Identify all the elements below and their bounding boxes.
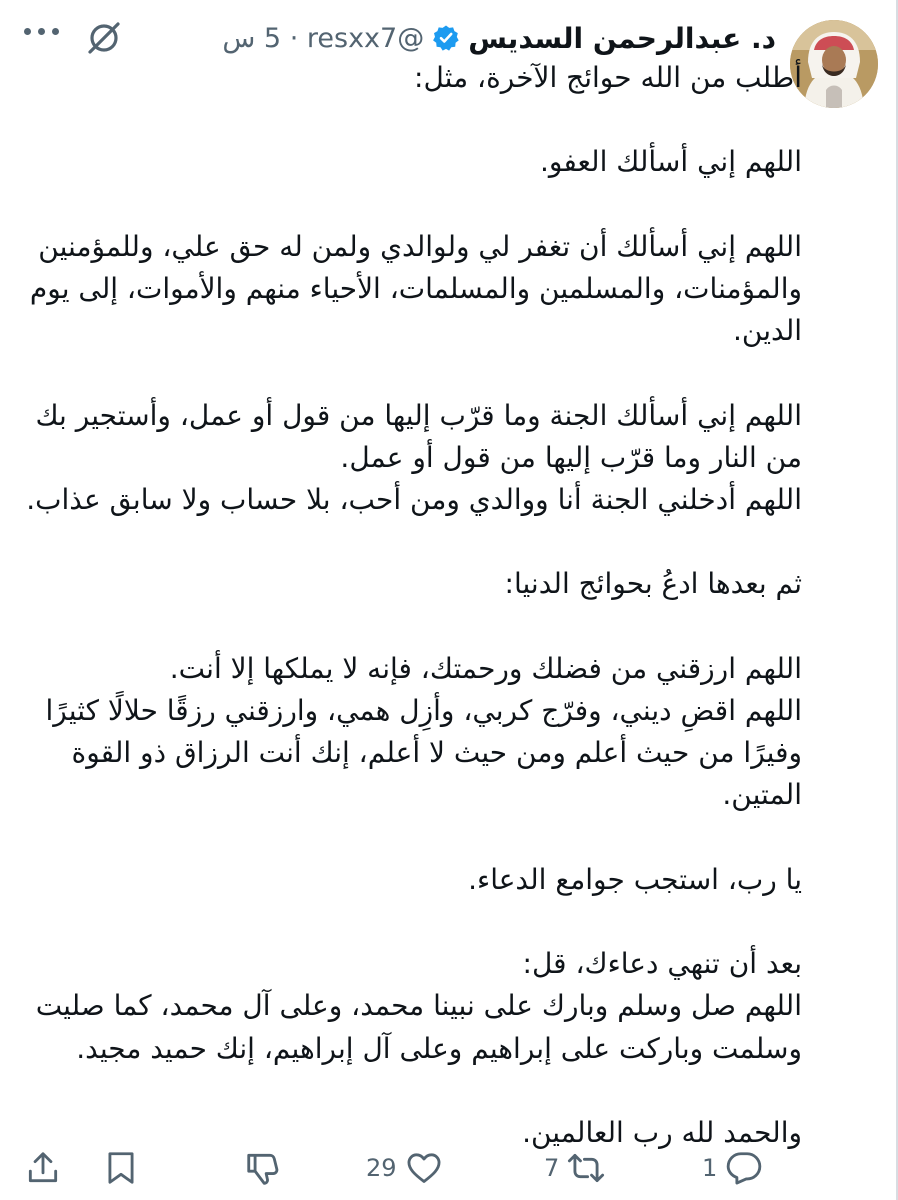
retweet-count: 7 [544,1154,560,1182]
tweet-actions [0,1145,898,1193]
avatar[interactable] [790,20,878,108]
bookmark-button[interactable] [102,1149,140,1187]
author-name[interactable]: د. عبدالرحمن السديس [468,21,776,55]
timestamp[interactable]: 5 س [222,22,282,54]
share-button[interactable] [24,1149,62,1187]
like-count: 29 [366,1154,397,1182]
meta-separator: · [289,22,299,54]
tweet-text: أطلب من الله حوائج الآخرة، مثل: اللهم إني أسألك العفو. اللهم إني أسألك أن تغفر لي ولوالدي ولمن له حق علي، وللمؤمنين والمؤمنات، والمسلمين والمسلمات، الأحياء منهم والأموات، إلى يوم الدين. اللهم إني أسألك الجنة وما قرّب إليها من قول أو عمل، وأستجير بك من النار وما قرّب إليها من قول أو عمل. اللهم أدخلني الجنة أنا ووالدي ومن أحب، بلا حساب ولا سابق عذاب. ثم بعدها ادعُ بحوائج الدنيا: اللهم ارزقني من فضلك ورحمتك، فإنه لا يملكها إلا أنت. اللهم اقضِ ديني، وفرّج كربي، وأزِل همي، وارزقني رزقًا حلالًا كثيرًا وفيرًا من حيث أعلم ومن حيث لا أعلم، إنك أنت الرزاق ذو القوة المتين. يا رب، استجب جوامع الدعاء. بعد أن تنهي دعاءك، قل: اللهم صل وسلم وبارك على نبينا محمد، وعلى آل محمد، كما صليت وسلمت وباركت على إبراهيم وعلى آل إبراهيم، إنك حميد مجيد. والحمد لله رب العالمين. [26,61,802,1150]
heart-icon [405,1149,443,1187]
avatar-image [790,20,878,108]
thumbs-down-icon [244,1149,282,1187]
tweet-header [222,18,776,58]
reply-icon [725,1149,763,1187]
retweet-icon [567,1149,605,1187]
retweet-button[interactable] [544,1149,605,1187]
dislike-button[interactable] [244,1149,282,1187]
like-button[interactable] [366,1149,443,1187]
bookmark-icon [102,1149,140,1187]
reply-button[interactable] [702,1149,763,1187]
reply-count: 1 [702,1154,718,1182]
grok-icon[interactable] [84,18,124,58]
tweet-meta [222,23,424,54]
share-icon [24,1149,62,1187]
handle[interactable]: @resxx7 [306,22,425,54]
more-options-icon[interactable] [24,28,59,35]
verified-badge-icon [432,24,460,52]
